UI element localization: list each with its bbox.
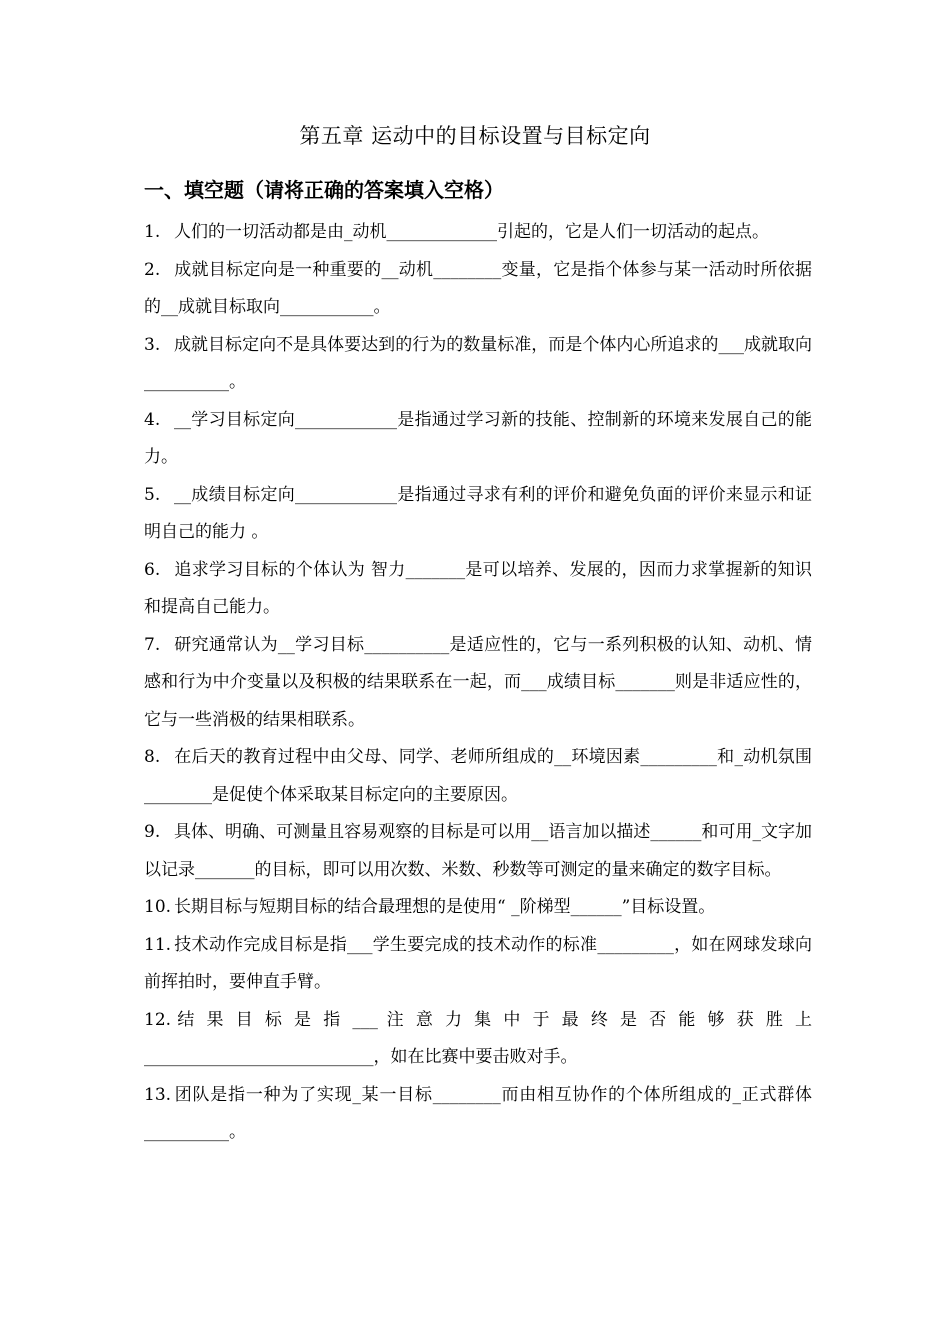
question-text: __学习目标定向____________是指通过学习新的技能、控制新的环境来发展自己的能力。 [144,409,812,467]
question-number: 2. [144,259,161,280]
question-text: 具体、明确、可测量且容易观察的目标是可以用__语言加以描述______和可用_文字加以记录_______的目标，即可以用次数、米数、秒数等可测定的量来确定的数字目标。 [144,822,812,880]
question-9 [144,814,812,889]
question-number: 6. [144,559,161,580]
question-number: 9. [144,822,161,842]
question-number: 5. [144,484,161,505]
question-2 [144,252,812,327]
question-text: 结 果 目 标 是 指 ___ 注 意 力 集 中 于 最 终 是 否 能 够 获 胜 上 ___________________________，如在比赛中要击败对手。 [144,1009,812,1067]
question-text: 追求学习目标的个体认为 智力_______是可以培养、发展的，因而力求掌握新的知识和提高自己能力。 [144,559,812,617]
question-4 [144,402,812,477]
question-text: 长期目标与短期目标的结合最理想的是使用“ _阶梯型______”目标设置。 [174,897,716,917]
question-1 [144,214,812,252]
question-6 [144,552,812,627]
question-number: 10. [144,897,172,917]
section-heading: 一、填空题（请将正确的答案填入空格） [144,178,504,202]
question-5 [144,477,812,552]
question-8 [144,739,812,814]
question-3 [144,327,812,402]
question-number: 11. [144,934,172,955]
question-text: 研究通常认为__学习目标__________是适应性的，它与一系列积极的认知、动机、情感和行为中介变量以及积极的结果联系在一起，而___成绩目标_______则是非适应性的，它与一些消极的结果相联系。 [144,634,812,730]
question-number: 12. [144,1009,172,1030]
question-text: 人们的一切活动都是由_动机_____________引起的，它是人们一切活动的起点。 [174,222,769,242]
question-text: 技术动作完成目标是指___学生要完成的技术动作的标准_________，如在网球发球向前挥拍时，要伸直手臂。 [144,934,812,992]
question-12 [144,1002,812,1077]
question-text: 成就目标定向是一种重要的__动机________变量，它是指个体参与某一活动时所依据的__成就目标取向___________。 [144,259,812,317]
question-list [144,214,812,1152]
question-10 [144,889,812,927]
question-number: 8. [144,747,161,767]
question-number: 3. [144,334,161,355]
question-text: 团队是指一种为了实现_某一目标________而由相互协作的个体所组成的_正式群体__________。 [144,1084,812,1142]
question-text: 成就目标定向不是具体要达到的行为的数量标准，而是个体内心所追求的___成就取向__________。 [144,334,812,392]
question-text: 在后天的教育过程中由父母、同学、老师所组成的__环境因素_________和_动机氛围________是促使个体采取某目标定向的主要原因。 [144,747,812,805]
question-7 [144,627,812,740]
question-number: 7. [144,634,161,655]
question-11 [144,927,812,1002]
question-number: 4. [144,409,161,430]
question-number: 1. [144,222,161,242]
question-number: 13. [144,1084,172,1105]
question-13 [144,1077,812,1152]
question-text: __成绩目标定向____________是指通过寻求有利的评价和避免负面的评价来显示和证明自己的能力 。 [144,484,812,542]
chapter-title: 第五章 运动中的目标设置与目标定向 [299,124,651,148]
